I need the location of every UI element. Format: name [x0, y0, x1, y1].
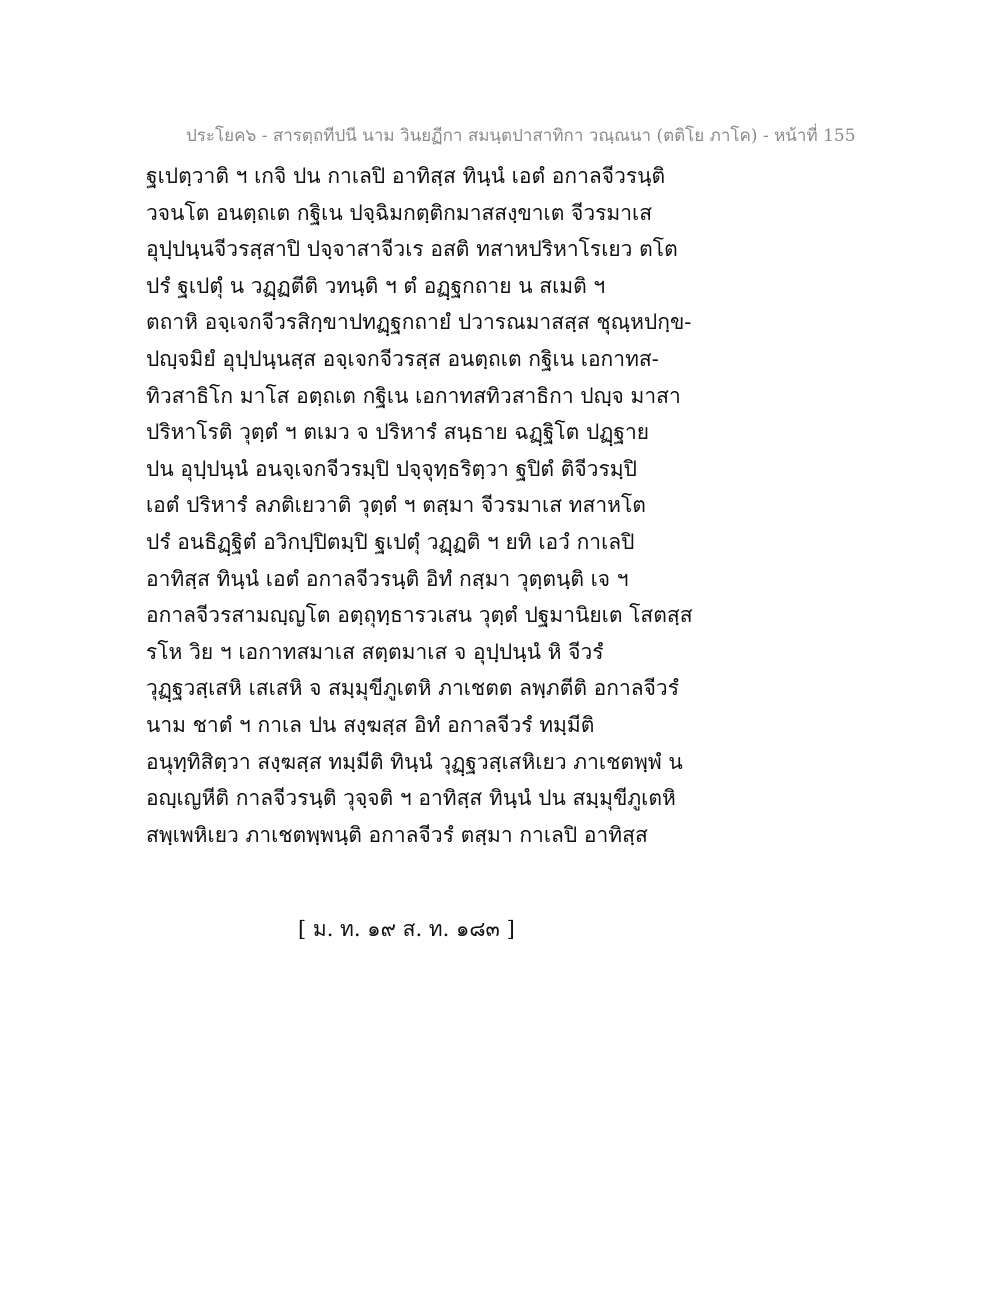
text-line: อนุทฺทิสิตฺวา สงฺฆสฺส ทมฺมีติ ทินฺนํ วุฏฺฐวสฺเสหิเยว ภาเชตพฺพํ น [146, 749, 683, 774]
text-line: ตถาหิ อจฺเจกจีวรสิกฺขาปทฏฺฐกถายํ ปวารณมาสสฺส ชุณฺหปกฺข- [146, 310, 692, 335]
text-line: ปริหาโรติ วุตฺตํ ฯ ตเมว จ ปริหารํ สนฺธาย ฉฏฺฐิโต ปฏฺฐาย [146, 420, 650, 445]
text-line: รโห วิย ฯ เอกาทสมาเส สตฺตมาเส จ อุปฺปนฺนํ หิ จีวรํ [146, 639, 604, 664]
page-reference: [ ม. ท. ๑๙ ส. ท. ๑๘๓ ] [298, 917, 515, 941]
text-line: วจนโต อนตฺถเต กฐิเน ปจฺฉิมกตฺติกมาสสงฺขาเต จีวรมาเส [146, 200, 653, 225]
text-line: สพฺเพหิเยว ภาเชตพฺพนฺติ อกาลจีวรํ ตสฺมา กาเลปิ อาทิสฺส [146, 822, 648, 847]
text-line: ทิวสาธิโก มาโส อตฺถเต กฐิเน เอกาทสทิวสาธิกา ปญฺจ มาสา [146, 383, 681, 408]
text-line: ปรํ ฐเปตุํ น วฏฺฏตีติ วทนฺติ ฯ ตํ อฏฺฐกถาย น สเมติ ฯ [146, 273, 606, 298]
page-header: ประโยค๖ - สารตฺถทีปนี นาม วินยฏีกา สมนฺตปาสาทิกา วณฺณนา (ตติโย ภาโค) - หน้าที่ 155 [186, 126, 856, 146]
text-line: เอตํ ปริหารํ ลภติเยวาติ วุตฺตํ ฯ ตสฺมา จีวรมาเส ทสาหโต [146, 493, 646, 518]
text-line: อุปฺปนฺนจีวรสฺสาปิ ปจฺจาสาจีวเร อสติ ทสาหปริหาโรเยว ตโต [146, 237, 678, 262]
text-line: นาม ชาตํ ฯ กาเล ปน สงฺฆสฺส อิทํ อกาลจีวรํ ทมฺมีติ [146, 712, 595, 737]
text-line: ฐเปตฺวาติ ฯ เกจิ ปน กาเลปิ อาทิสฺส ทินฺนํ เอตํ อกาลจีวรนฺติ [146, 164, 666, 188]
text-line: ปญฺจมิยํ อุปฺปนฺนสฺส อจฺเจกจีวรสฺส อนตฺถเต กฐิเน เอกาทส- [146, 346, 659, 371]
text-line: วุฏฺฐวสฺเสหิ เสเสหิ จ สมฺมุขีภูเตหิ ภาเชตต ลพฺภตีติ อกาลจีวรํ [146, 676, 680, 701]
text-line: อญฺเญหีติ กาลจีวรนฺติ วุจฺจติ ฯ อาทิสฺส ทินฺนํ ปน สมฺมุขีภูเตหิ [146, 786, 676, 811]
text-line: ปรํ อนธิฏฺฐิตํ อวิกปฺปิตมฺปิ ฐเปตุํ วฏฺฏติ ฯ ยทิ เอวํ กาเลปิ [146, 529, 635, 554]
body-text [146, 158, 846, 853]
text-line: อกาลจีวรสามญฺญโต อตฺถุทฺธารวเสน วุตฺตํ ปฐมานิยเต โสตสฺส [146, 603, 693, 628]
text-line: ปน อุปฺปนฺนํ อนจฺเจกจีวรมฺปิ ปจฺจุทฺธริตฺวา ฐปิตํ ติจีวรมฺปิ [146, 456, 637, 481]
text-line: อาทิสฺส ทินฺนํ เอตํ อกาลจีวรนฺติ อิทํ กสฺมา วุตฺตนฺติ เจ ฯ [146, 566, 629, 591]
